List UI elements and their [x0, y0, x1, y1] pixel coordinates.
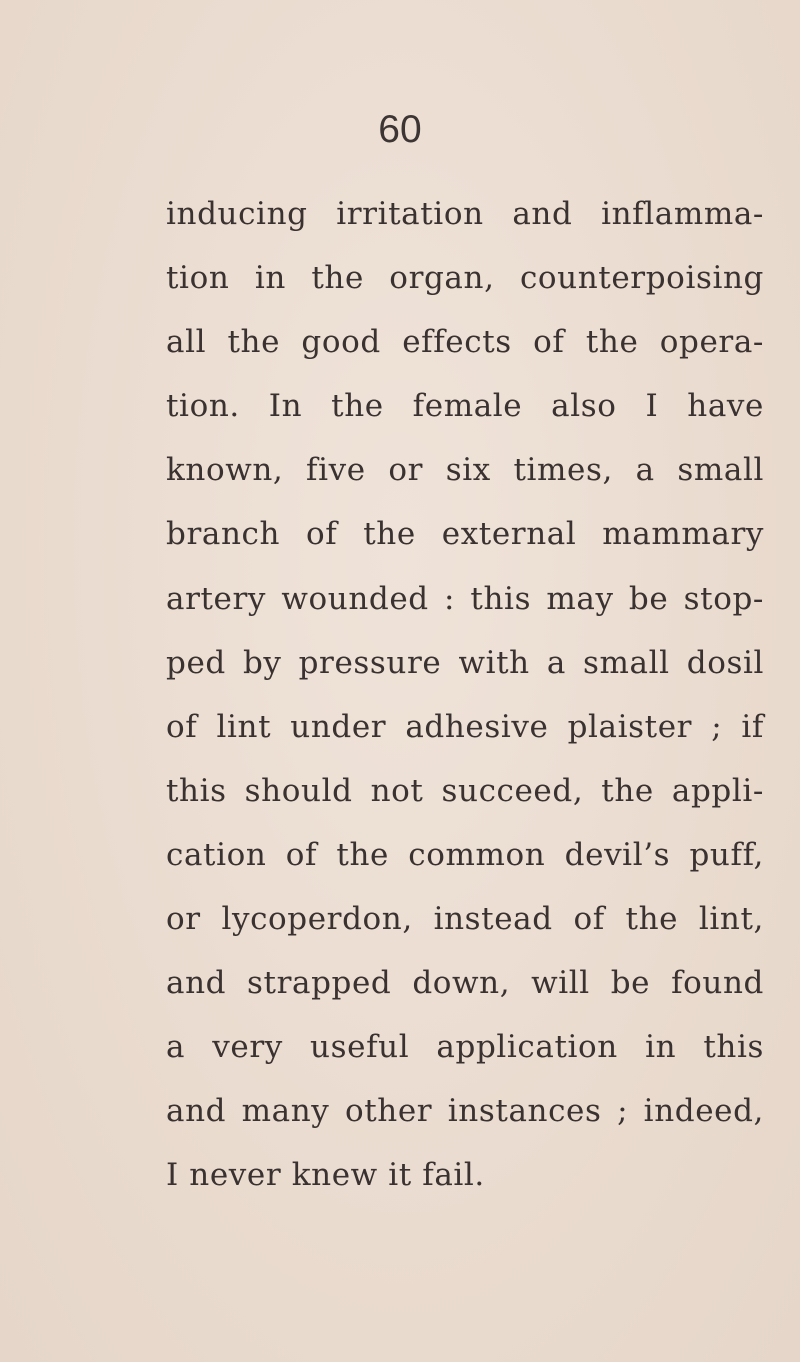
body-paragraph	[166, 186, 764, 1212]
text-line: branch of the external mammary	[166, 516, 764, 553]
text-line: tion in the organ, counterpoising	[166, 260, 764, 297]
text-line: cation of the common devil’s puff,	[166, 836, 764, 873]
text-line: all the good effects of the opera-	[166, 324, 764, 361]
text-line: known, five or six times, a small	[166, 452, 764, 489]
text-line: and many other instances ; indeed,	[166, 1093, 764, 1130]
text-line: ped by pressure with a small dosil	[166, 644, 764, 681]
text-line: artery wounded : this may be stop-	[166, 580, 764, 617]
text-line: a very useful application in this	[166, 1029, 764, 1066]
text-line: of lint under adhesive plaister ; if	[166, 708, 764, 745]
text-line: tion. In the female also I have	[166, 388, 764, 425]
text-line: I never knew it fail.	[166, 1157, 485, 1194]
text-line: or lycoperdon, instead of the lint,	[166, 901, 764, 938]
page-number: 60	[378, 108, 422, 151]
text-line: inducing irritation and inflamma-	[166, 196, 764, 232]
text-line: this should not succeed, the appli-	[166, 772, 764, 809]
text-line: and strapped down, will be found	[166, 965, 764, 1002]
